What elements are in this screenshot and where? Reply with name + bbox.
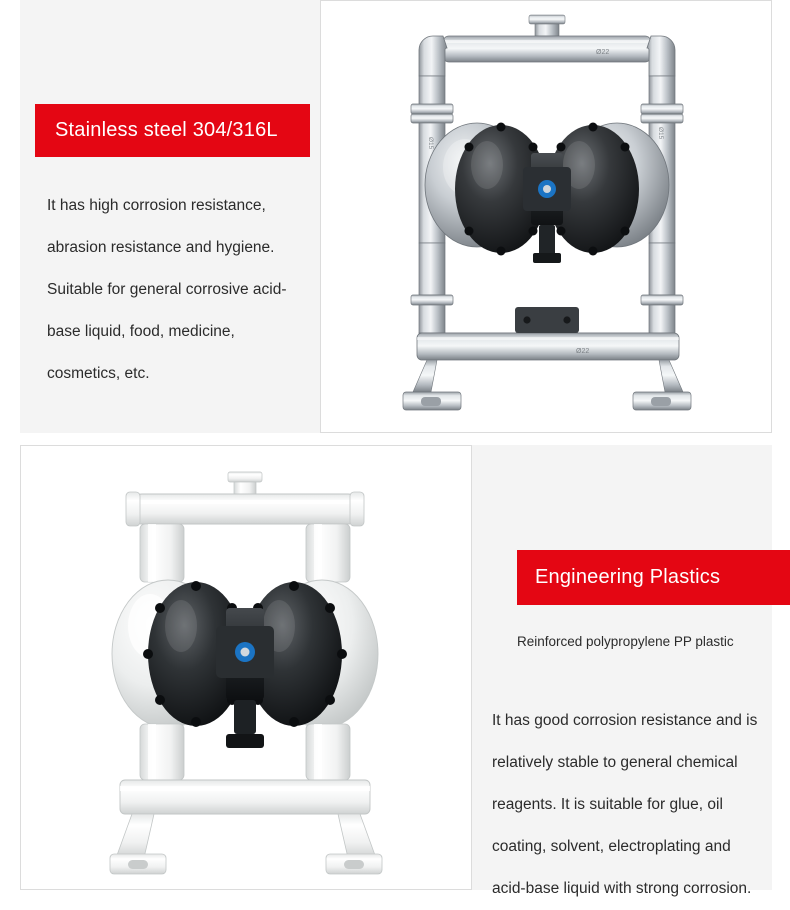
svg-text:Ø22: Ø22	[596, 48, 610, 56]
plastic-pump-illustration	[21, 446, 471, 889]
stainless-steel-pump-image	[320, 0, 772, 433]
engineering-plastics-banner-label: Engineering Plastics	[535, 566, 721, 588]
stainless-steel-pump-illustration	[321, 1, 771, 432]
stainless-steel-banner-label: Stainless steel 304/316L	[55, 119, 278, 141]
svg-text:Ø22: Ø22	[576, 347, 590, 355]
engineering-plastics-subtitle: Reinforced polypropylene PP plastic	[517, 634, 734, 649]
stainless-steel-banner	[35, 104, 310, 157]
plastic-pump-image	[20, 445, 472, 890]
engineering-plastics-text-panel	[472, 445, 772, 897]
stainless-steel-description: It has high corrosion resistance, abrasion resistance and hygiene. Suitable for general corrosive acid-base liquid, food, medicine, cosmetics, etc.	[47, 197, 287, 382]
stainless-steel-text-panel	[20, 0, 320, 433]
svg-text:Ø15: Ø15	[657, 126, 664, 139]
feature-section-stainless-steel	[0, 0, 790, 437]
svg-text:Ø15: Ø15	[427, 136, 434, 149]
feature-section-engineering-plastics	[0, 437, 790, 896]
engineering-plastics-banner	[517, 550, 790, 605]
engineering-plastics-description: It has good corrosion resistance and is relatively stable to general chemical reagents. It is suitable for glue, oil coating, solvent, electroplating and acid-base liquid with strong corrosion.	[492, 712, 758, 897]
